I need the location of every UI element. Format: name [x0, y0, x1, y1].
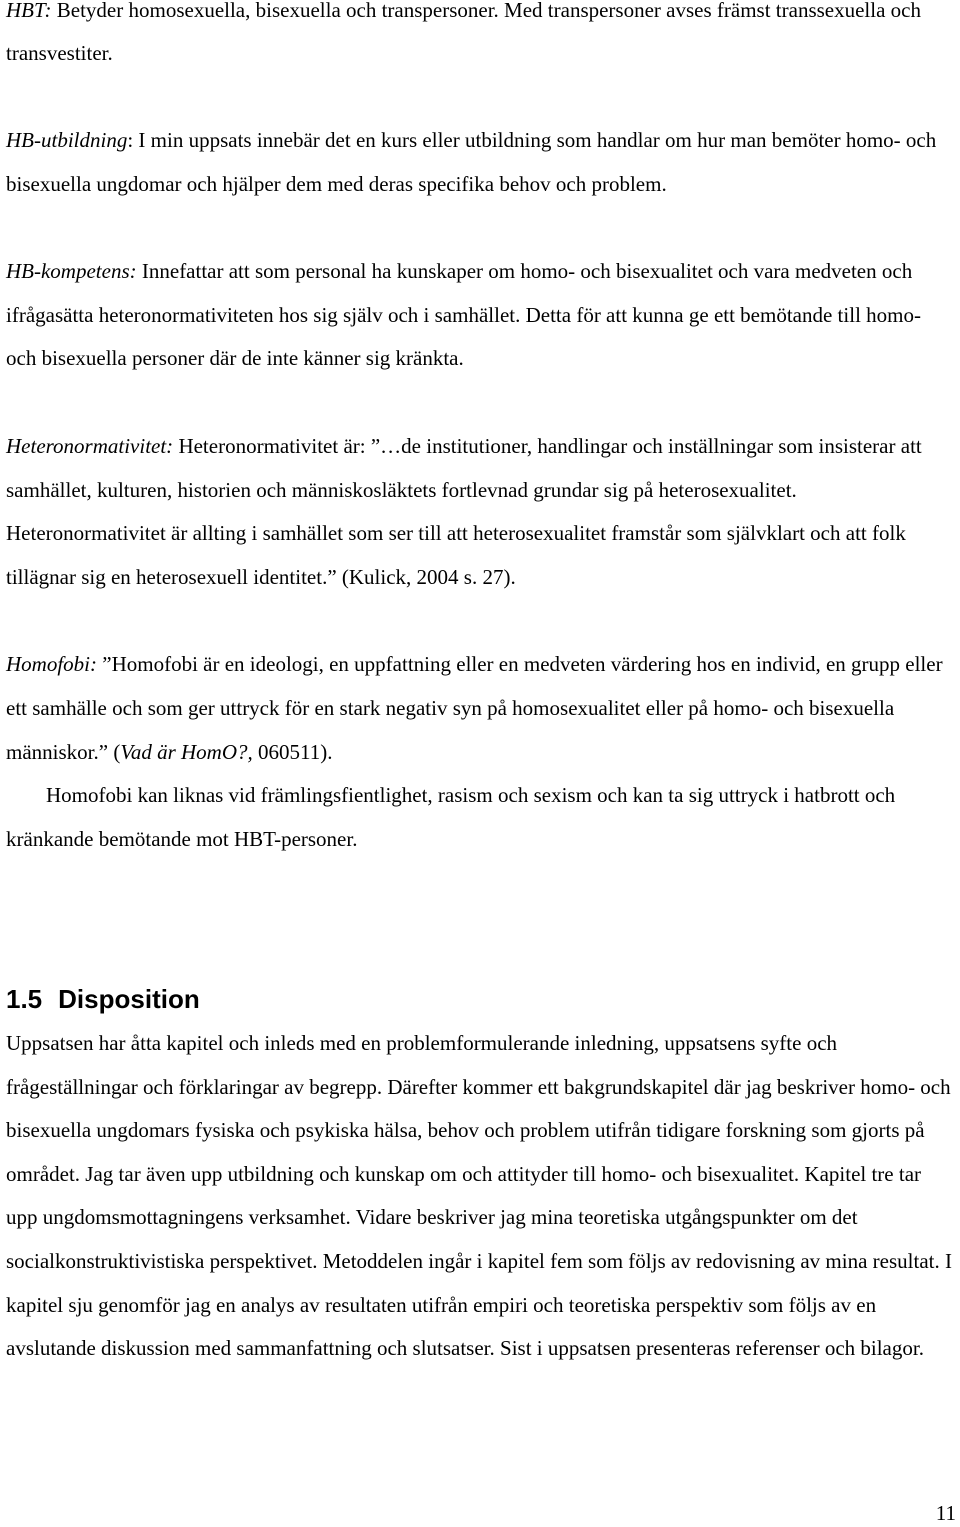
- section-heading: [6, 978, 200, 1020]
- definition-heteronormativitet: [6, 425, 954, 599]
- paragraph-spacer: [6, 381, 954, 425]
- definition-hbt: [6, 0, 954, 75]
- definition-term: Heteronormativitet:: [6, 433, 174, 458]
- definition-term: HB-utbildning: [6, 128, 128, 152]
- definition-text: ”Homofobi är en ideologi, en uppfattning eller en medveten värdering hos en individ, en grupp eller ett samhälle och som ger uttryck för en stark negativ syn på homosexualitet eller på homo- och bisexuella människor.” (: [6, 652, 943, 764]
- paragraph-spacer: [6, 75, 954, 119]
- disposition-text: Uppsatsen har åtta kapitel och inleds med en problemformulerande inledning, uppsatsens syfte och frågeställningar och förklaringar av begrepp. Därefter kommer ett bakgrundskapitel där jag beskriver homo- och bisexuella ungdomars fysiska och psykiska hälsa, behov och problem utifrån tidigare forskning som gjorts på området. Jag tar även upp utbildning och kunskap om och attityder till homo- och bisexualitet. Kapitel tre tar upp ungdomsmottagningens verksamhet. Vidare beskriver jag mina teoretiska utgångspunkter om det socialkonstruktivistiska perspektivet. Metoddelen ingår i kapitel fem som följs av redovisning av mina resultat. I kapitel sju genomför jag en analys av resultaten utifrån empiri och teoretiska perspektiv som följs av en avslutande diskussion med sammanfattning och slutsatser. Sist i uppsatsen presenteras referenser och bilagor.: [6, 1031, 952, 1361]
- definition-text: Innefattar att som personal ha kunskaper om homo- och bisexualitet och vara medveten och ifrågasätta heteronormativiteten hos sig själv och i samhället. Detta för att kunna ge ett bemötande till homo- och bisexuella personer där de inte känner sig kränkta.: [6, 259, 921, 371]
- definition-hb-kompetens: [6, 250, 954, 381]
- definition-text: Heteronormativitet är: ”…de institutioner, handlingar och inställningar som insisterar att samhället, kulturen, historien och människosläktets fortlevnad grundar sig på heterosexualitet. Heteronormativitet är allting i samhället som ser till att heterosexualitet framstår som självklart och att folk tillägnar sig en heterosexuell identitet.” (Kulick, 2004 s. 27).: [6, 433, 922, 589]
- paragraph-spacer: [6, 599, 954, 643]
- definition-text: Betyder homosexuella, bisexuella och transpersoner. Med transpersoner avses främst transsexuella och transvestiter.: [6, 0, 921, 65]
- definition-hb-utbildning: [6, 119, 954, 206]
- definition-homofobi: [6, 643, 954, 774]
- definition-term: HBT:: [6, 0, 52, 22]
- disposition-section: [6, 1022, 954, 1371]
- document-page: [6, 0, 954, 861]
- page-number: 11: [935, 1501, 956, 1525]
- homofobi-continuation: Homofobi kan liknas vid främlingsfientlighet, rasism och sexism och kan ta sig uttryck i hatbrott och kränkande bemötande mot HBT-personer.: [6, 783, 896, 851]
- paragraph-spacer: [6, 206, 954, 250]
- citation-date: 060511).: [252, 739, 333, 764]
- definition-term: HB-kompetens:: [6, 259, 137, 284]
- definition-term: Homofobi:: [6, 652, 97, 677]
- definition-text: : I min uppsats innebär det en kurs eller utbildning som handlar om hur man bemöter homo- och bisexuella ungdomar och hjälper dem med deras specifika behov och problem.: [6, 128, 937, 196]
- section-title: Disposition: [58, 984, 200, 1014]
- citation-source: Vad är HomO?,: [120, 739, 253, 764]
- section-number: 1.5: [6, 984, 43, 1014]
